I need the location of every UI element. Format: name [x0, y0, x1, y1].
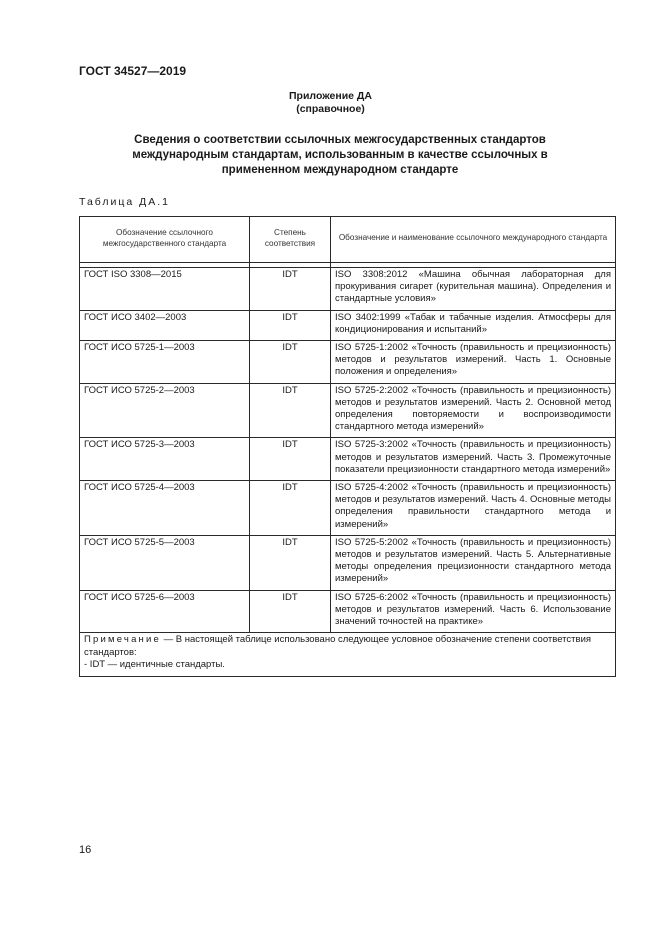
international-standard-cell: ISO 3308:2012 «Машина обычная лабораторная для прокуривания сигарет (курительная машина). Определения и стандартные условия» [331, 268, 616, 311]
standards-table [79, 216, 616, 677]
degree-cell: IDT [250, 341, 331, 384]
degree-cell: IDT [250, 383, 331, 438]
table-row [80, 310, 616, 340]
international-standard-cell: ISO 5725-5:2002 «Точность (правильность и прецизионность) методов и результатов измерений. Часть 5. Альтернативные методы определения прецизионности стандартного метода измерений» [331, 535, 616, 590]
column-header-international: Обозначение и наименование ссылочного международного стандарта [331, 217, 616, 263]
degree-cell: IDT [250, 481, 331, 536]
page-number: 16 [79, 844, 92, 856]
note-text: — В настоящей таблице использовано следующее условное обозначение степени соответствия стандартов: [84, 634, 592, 658]
national-standard-cell: ГОСТ ISO 3308—2015 [80, 268, 250, 311]
degree-cell: IDT [250, 310, 331, 340]
national-standard-cell: ГОСТ ИСО 5725-6—2003 [80, 590, 250, 633]
table-row [80, 383, 616, 438]
note-item: - IDT — идентичные стандарты. [84, 659, 225, 671]
annex-title: Приложение ДА [289, 90, 372, 102]
table-note [80, 633, 616, 677]
note-label: Примечание [84, 634, 161, 646]
international-standard-cell: ISO 5725-3:2002 «Точность (правильность и прецизионность) методов и результатов измерений. Часть 3. Промежуточные показатели прецизионности стандартного метода измерений» [331, 438, 616, 481]
table-row [80, 438, 616, 481]
degree-cell: IDT [250, 590, 331, 633]
national-standard-cell: ГОСТ ИСО 5725-4—2003 [80, 481, 250, 536]
international-standard-cell: ISO 5725-1:2002 «Точность (правильность и прецизионность) методов и результатов измерений. Часть 1. Основные положения и определения» [331, 341, 616, 384]
table-caption: Таблица ДА.1 [79, 196, 170, 208]
table-row [80, 268, 616, 311]
column-header-degree: Степень соответствия [250, 217, 331, 263]
table-row [80, 341, 616, 384]
international-standard-cell: ISO 5725-2:2002 «Точность (правильность и прецизионность) методов и результатов измерений. Часть 2. Основной метод определения повторяемости и воспроизводимости стандартного метода измерений» [331, 383, 616, 438]
degree-cell: IDT [250, 438, 331, 481]
table-row [80, 481, 616, 536]
international-standard-cell: ISO 5725-4:2002 «Точность (правильность и прецизионность) методов и результатов измерений. Часть 4. Основные методы определения правильности стандартного метода и измерений» [331, 481, 616, 536]
international-standard-cell: ISO 5725-6:2002 «Точность (правильность и прецизионность) методов и результатов измерений. Часть 6. Использование значений точностей на практике» [331, 590, 616, 633]
national-standard-cell: ГОСТ ИСО 5725-3—2003 [80, 438, 250, 481]
table-row [80, 535, 616, 590]
table-row [80, 590, 616, 633]
table-header-row [80, 217, 616, 263]
annex-title-block [0, 90, 661, 116]
table-note-row [80, 633, 616, 677]
degree-cell: IDT [250, 535, 331, 590]
national-standard-cell: ГОСТ ИСО 3402—2003 [80, 310, 250, 340]
national-standard-cell: ГОСТ ИСО 5725-5—2003 [80, 535, 250, 590]
document-id: ГОСТ 34527—2019 [79, 64, 187, 78]
section-heading: Сведения о соответствии ссылочных межгосударственных стандартов международным стандартам, использованным в качестве ссылочных в примененном международном стандарте [132, 134, 548, 176]
international-standard-cell: ISO 3402:1999 «Табак и табачные изделия. Атмосферы для кондиционирования и испытаний» [331, 310, 616, 340]
annex-subtitle: (справочное) [296, 103, 365, 115]
column-header-national: Обозначение ссылочного межгосударственного стандарта [80, 217, 250, 263]
national-standard-cell: ГОСТ ИСО 5725-1—2003 [80, 341, 250, 384]
national-standard-cell: ГОСТ ИСО 5725-2—2003 [80, 383, 250, 438]
degree-cell: IDT [250, 268, 331, 311]
